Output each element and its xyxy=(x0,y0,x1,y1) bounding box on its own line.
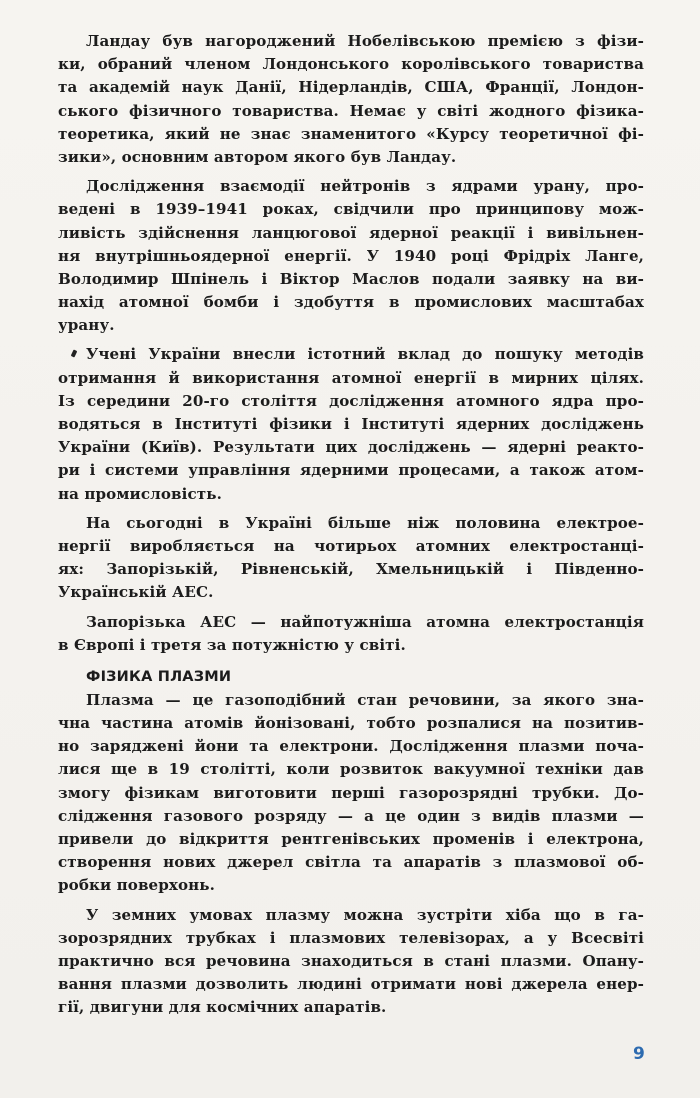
text-line: на промисловість. xyxy=(58,484,222,503)
paragraph-plasma-earth xyxy=(58,904,644,1020)
text-line: Із середини 20-го століття дослідження атомного ядра про- xyxy=(58,391,644,410)
paragraph-zaporizhzhia xyxy=(58,611,644,657)
text-line: У земних умовах плазму можна зустріти хіба що в га- xyxy=(86,905,644,924)
text-line: та академій наук Данії, Нідерландів, США, Франції, Лондон- xyxy=(58,78,644,97)
text-line: ня внутрішньоядерної енергії. У 1940 році Фрідріх Ланге, xyxy=(58,246,644,265)
paragraph-plasma-definition xyxy=(58,689,644,898)
section-heading: ФІЗИКА ПЛАЗМИ xyxy=(86,668,232,685)
paragraph-power-plants xyxy=(58,512,644,605)
text-line: Учені України внесли істотний вклад до пошуку методів xyxy=(86,345,644,364)
text-line: гії, двигуни для космічних апаратів. xyxy=(58,998,387,1017)
text-line: України (Київ). Результати цих досліджень — ядерні реакто- xyxy=(58,438,644,457)
text-line: ки, обраний членом Лондонського королівського товариства xyxy=(58,55,644,74)
page-text xyxy=(58,30,644,1020)
text-line: На сьогодні в Україні більше ніж половина електрое- xyxy=(86,513,644,532)
paragraph-ukraine-scientists xyxy=(58,343,644,505)
text-line: Українській АЕС. xyxy=(58,583,214,602)
text-line: ях: Запорізькій, Рівненській, Хмельницькій і Південно- xyxy=(58,560,644,579)
text-line: водяться в Інституті фізики і Інституті ядерних досліджень xyxy=(58,415,644,433)
text-line: слідження газового розряду — а це один з видів плазми — xyxy=(58,806,644,825)
text-line: ри і системи управління ядерними процесами, а також атом- xyxy=(58,461,644,480)
text-line: Плазма — це газоподібний стан речовини, за якого зна- xyxy=(86,690,644,709)
page-number: 9 xyxy=(633,1044,645,1064)
text-line: практично вся речовина знаходиться в стані плазми. Опану- xyxy=(58,951,644,970)
text-line: ливість здійснення ланцюгової ядерної реакції і вивільнен- xyxy=(58,223,644,242)
text-line: зики», основним автором якого був Ландау. xyxy=(58,147,457,166)
text-line: теоретика, який не знає знаменитого «Курсу теоретичної фі- xyxy=(58,124,644,143)
text-line: вання плазми дозволить людині отримати нові джерела енер- xyxy=(58,975,644,994)
text-line: зорозрядних трубках і плазмових телевізорах, а у Всесвіті xyxy=(58,928,644,947)
text-line: в Європі і третя за потужністю у світі. xyxy=(58,635,406,654)
text-line: робки поверхонь. xyxy=(58,876,216,895)
paragraph-landau xyxy=(58,30,644,169)
text-line: Ландау був нагороджений Нобелівською премією з фізи- xyxy=(86,32,644,50)
text-line: Запорізька АЕС — найпотужніша атомна електростанція xyxy=(86,612,644,631)
text-line: но заряджені йони та електрони. Дослідження плазми поча- xyxy=(58,737,644,756)
text-line: нахід атомної бомби і здобуття в промислових масштабах xyxy=(58,293,644,312)
text-line: ведені в 1939–1941 роках, свідчили про принципову мож- xyxy=(58,200,644,219)
text-line: отримання й використання атомної енергії в мирних цілях. xyxy=(58,368,644,387)
text-line: лися ще в 19 столітті, коли розвиток вакуумної техніки дав xyxy=(58,760,644,779)
text-line: Володимир Шпінель і Віктор Маслов подали заявку на ви- xyxy=(58,269,644,288)
text-line: Дослідження взаємодії нейтронів з ядрами урану, про- xyxy=(86,177,644,196)
text-line: нергії виробляється на чотирьох атомних електростанці- xyxy=(58,536,644,555)
text-line: чна частина атомів йонізовані, тобто розпалися на позитив- xyxy=(58,714,644,733)
text-line: ського фізичного товариства. Немає у світі жодного фізика- xyxy=(58,101,644,120)
text-line: змогу фізикам виготовити перші газорозрядні трубки. До- xyxy=(58,783,644,802)
text-line: привели до відкриття рентгенівських променів і електрона, xyxy=(58,830,644,848)
text-line: урану. xyxy=(58,316,115,335)
text-line: створення нових джерел світла та апаратів з плазмової об- xyxy=(58,853,644,872)
paragraph-neutrons xyxy=(58,175,644,337)
